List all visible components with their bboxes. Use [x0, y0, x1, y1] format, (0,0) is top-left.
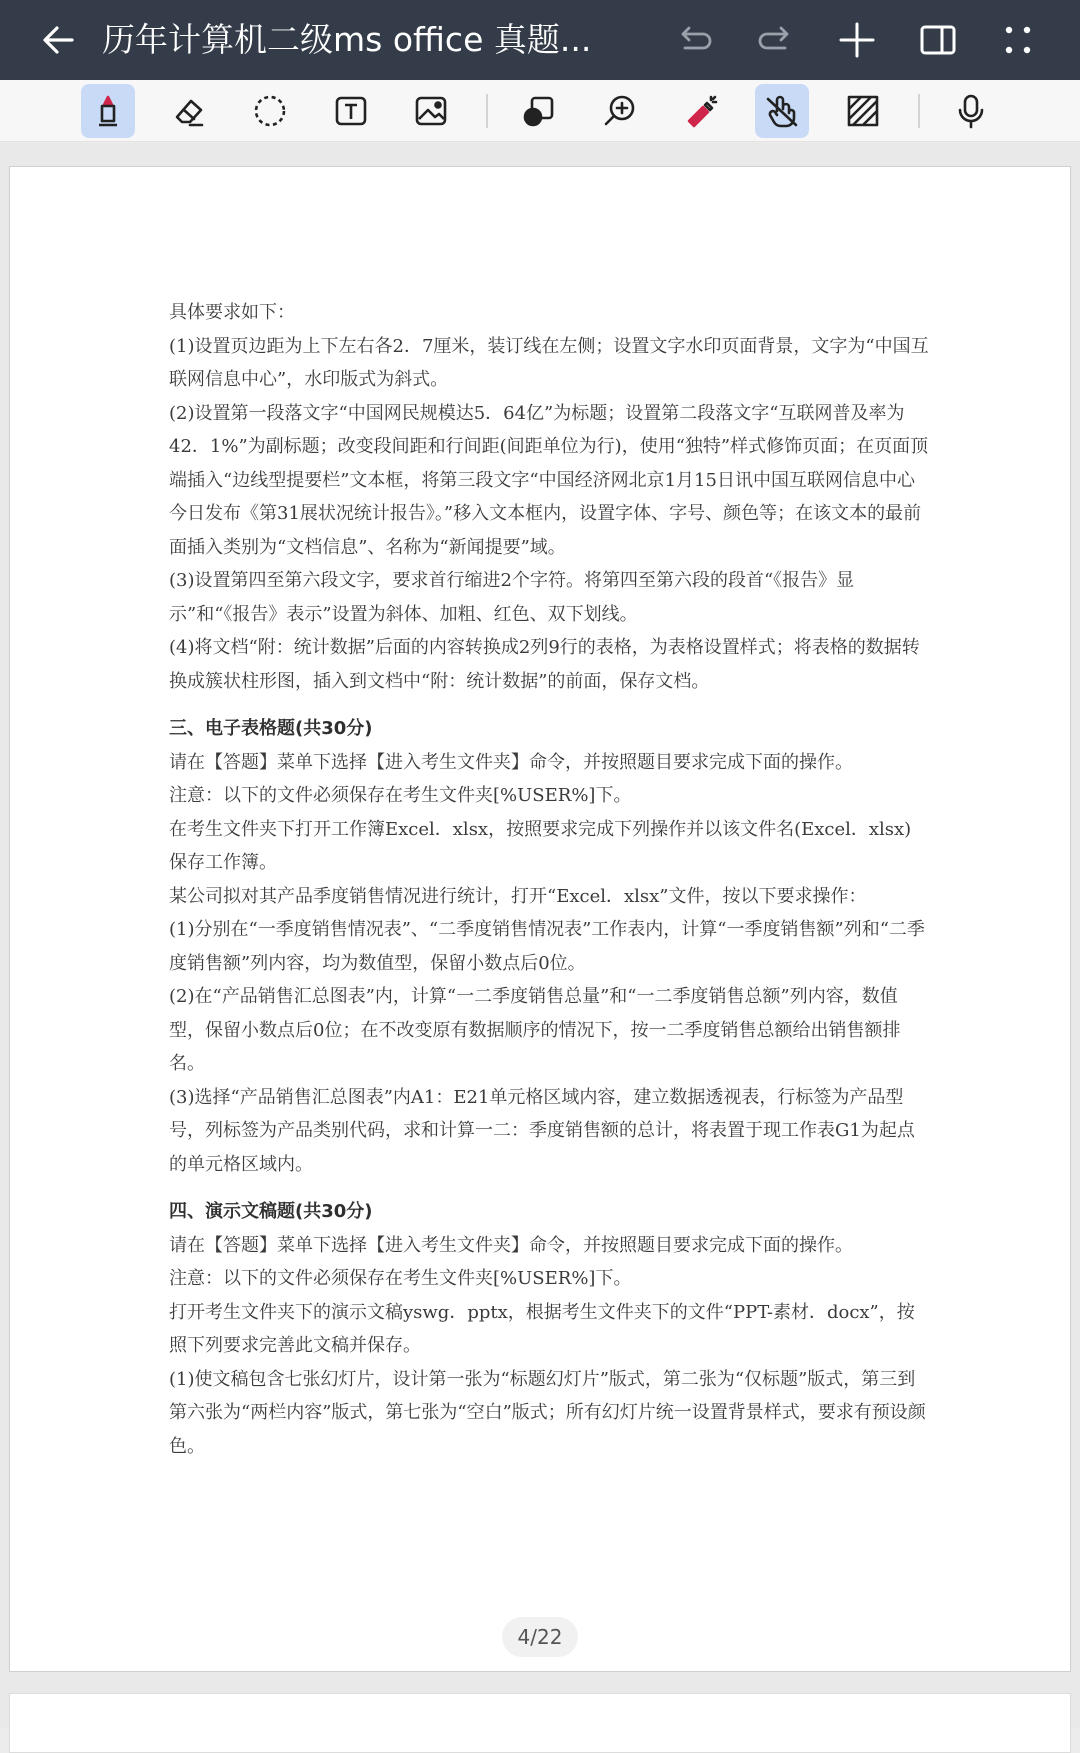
paragraph: 打开考生文件夹下的演示文稿yswg．pptx，根据考生文件夹下的文件“PPT-素材．docx”，按照下列要求完善此文稿并保存。: [169, 1301, 915, 1356]
microphone-tool[interactable]: [944, 84, 998, 138]
shapes-tool[interactable]: [512, 84, 566, 138]
paragraph: (4)将文档“附：统计数据”后面的内容转换成2列9行的表格，为表格设置样式；将表格的数据转换成簇状柱形图，插入到文档中“附：统计数据”的前面，保存文档。: [169, 637, 920, 692]
add-button[interactable]: [835, 18, 879, 62]
paragraph: 注意：以下的文件必须保存在考生文件夹[%USER%]下。: [169, 785, 632, 806]
drawing-toolbar: [0, 80, 1080, 142]
text-box-icon: [331, 91, 371, 131]
laser-pointer-icon: [681, 91, 721, 131]
section-heading: 三、电子表格题(共30分): [169, 718, 373, 739]
more-options-button[interactable]: [996, 18, 1040, 62]
document-page: [9, 166, 1071, 1672]
next-page-preview: [9, 1693, 1071, 1753]
zoom-tool[interactable]: [593, 84, 647, 138]
more-vertical-icon: [996, 18, 1040, 62]
top-app-bar: [0, 0, 1080, 80]
split-panel-icon: [916, 18, 960, 62]
document-title: 历年计算机二级ms office 真题...: [102, 20, 592, 59]
undo-button[interactable]: [673, 18, 717, 62]
undo-icon: [673, 18, 717, 62]
paragraph: (1)使文稿包含七张幻灯片，设计第一张为“标题幻灯片”版式，第二张为“仅标题”版式，第三到第六张为“两栏内容”版式，第七张为“空白”版式；所有幻灯片统一设置背景样式，要求有预设颜色。: [169, 1368, 926, 1457]
microphone-icon: [951, 91, 991, 131]
zoom-in-icon: [600, 91, 640, 131]
paragraph: (3)设置第四至第六段文字，要求首行缩进2个字符。将第四至第六段的段首“《报告》显示”和“《报告》表示”设置为斜体、加粗、红色、双下划线。: [169, 570, 855, 625]
arrow-left-icon: [38, 18, 82, 62]
toolbar-divider: [918, 94, 920, 128]
eraser-tool[interactable]: [162, 84, 216, 138]
page-content: [169, 296, 929, 1463]
redo-button[interactable]: [753, 18, 797, 62]
paragraph: (1)设置页边距为上下左右各2．7厘米，装订线在左侧；设置文字水印页面背景，文字为“中国互联网信息中心”，水印版式为斜式。: [169, 335, 929, 390]
eraser-icon: [169, 91, 209, 131]
paragraph: (2)在“产品销售汇总图表”内，计算“一二季度销售总量”和“一二季度销售总额”列内容，数值型，保留小数点后0位；在不改变原有数据顺序的情况下，按一二季度销售总额给出销售额排名。: [169, 986, 901, 1074]
marker-pen-tool[interactable]: [81, 84, 135, 138]
hatch-pattern-icon: [843, 91, 883, 131]
touch-mode-tool[interactable]: [755, 84, 809, 138]
laser-pointer-tool[interactable]: [674, 84, 728, 138]
paragraph: 某公司拟对其产品季度销售情况进行统计，打开“Excel．xlsx”文件，按以下要求操作：: [169, 885, 867, 907]
marker-pen-icon: [88, 91, 128, 131]
paragraph: (1)分别在“一季度销售情况表”、“二季度销售情况表”工作表内，计算“一季度销售额”列和“二季度销售额”列内容，均为数值型，保留小数点后0位。: [169, 919, 925, 974]
paragraph: 注意：以下的文件必须保存在考生文件夹[%USER%]下。: [169, 1268, 632, 1289]
toolbar-divider: [486, 94, 488, 128]
lasso-select-tool[interactable]: [243, 84, 297, 138]
shapes-icon: [519, 91, 559, 131]
paragraph: 请在【答题】菜单下选择【进入考生文件夹】命令，并按照题目要求完成下面的操作。: [169, 751, 853, 773]
plus-icon: [835, 18, 879, 62]
insert-image-tool[interactable]: [404, 84, 458, 138]
paragraph: (3)选择“产品销售汇总图表”内A1：E21单元格区域内容，建立数据透视表，行标签为产品型号，列标签为产品类别代码，求和计算一二：季度销售额的总计，将表置于现工作表G1为起点的单元格区域内。: [169, 1086, 915, 1175]
touch-disabled-icon: [762, 91, 802, 131]
redo-icon: [753, 18, 797, 62]
page-indicator: 4/22: [502, 1617, 578, 1657]
hatch-pattern-tool[interactable]: [836, 84, 890, 138]
lasso-select-icon: [250, 91, 290, 131]
paragraph: 在考生文件夹下打开工作簿Excel．xlsx，按照要求完成下列操作并以该文件名(Excel．xlsx)保存工作簿。: [169, 818, 912, 873]
paragraph: 具体要求如下：: [169, 302, 295, 323]
paragraph: (2)设置第一段落文字“中国网民规模达5．64亿”为标题；设置第二段落文字“互联网普及率为42．1%”为副标题；改变段间距和行间距(间距单位为行)，使用“独特”样式修饰页面；在页面顶端插入“边线型提要栏”文本框，将第三段文字“中国经济网北京1月15日讯中国互联网信息中心今日发布《第31展状况统计报告》。”移入文本框内，设置字体、字号、颜色等；在该文本的最前面插入类别为“文档信息”、名称为“新闻提要”域。: [169, 402, 929, 558]
paragraph: 请在【答题】菜单下选择【进入考生文件夹】命令，并按照题目要求完成下面的操作。: [169, 1234, 853, 1256]
text-box-tool[interactable]: [324, 84, 378, 138]
image-icon: [411, 91, 451, 131]
split-panel-button[interactable]: [916, 18, 960, 62]
back-button[interactable]: [38, 18, 82, 62]
document-viewer[interactable]: [0, 143, 1080, 1728]
section-heading: 四、演示文稿题(共30分): [169, 1201, 373, 1222]
